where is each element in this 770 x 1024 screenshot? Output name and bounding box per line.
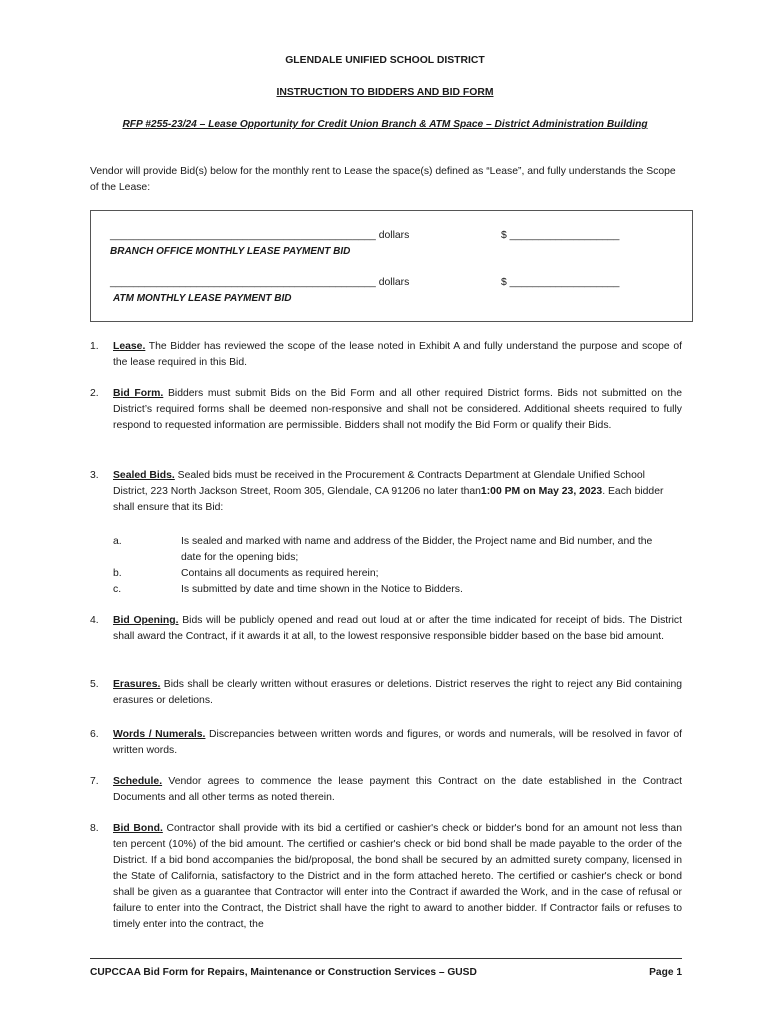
- sub-item-letter: b.: [113, 568, 122, 579]
- list-item-bid-form: [90, 386, 682, 434]
- sub-item-text: Contains all documents as required herein;: [181, 568, 379, 579]
- item-text: Vendor agrees to commence the lease payment this Contract on the date established in the Contract Documents and all other terms as noted therein.: [113, 776, 682, 803]
- page-number: Page 1: [649, 967, 682, 978]
- item-number: 5.: [90, 679, 99, 690]
- deadline-text: 1:00 PM on May 23, 2023: [480, 486, 603, 497]
- item-title: Words / Numerals.: [113, 729, 206, 740]
- sub-item-text: Is submitted by date and time shown in the Notice to Bidders.: [181, 584, 463, 595]
- list-item-bid-opening: [90, 613, 682, 645]
- list-item-sealed-bids: [90, 468, 682, 516]
- item-number: 4.: [90, 615, 99, 626]
- item-number: 7.: [90, 776, 99, 787]
- list-item-bid-bond: [90, 821, 682, 933]
- sub-item-letter: a.: [113, 536, 122, 547]
- bid-form-box: [90, 210, 693, 322]
- item-title: Sealed Bids.: [113, 470, 175, 481]
- item-text: Bids will be publicly opened and read out loud at or after the time indicated for receipt of bids. The District shall award the Contract, if it awards it at all, to the lowest responsive responsible bidder based on the base bid amount.: [113, 615, 682, 642]
- sub-item-a: [113, 534, 673, 566]
- item-title: Bid Form.: [113, 388, 164, 399]
- list-item-schedule: [90, 774, 682, 806]
- item-number: 3.: [90, 470, 99, 481]
- sub-item-text: Is sealed and marked with name and address of the Bidder, the Project name and Bid number, and the date for the opening bids;: [181, 536, 653, 563]
- atm-bid-words-field[interactable]: ______________________________________________ dollars: [110, 277, 410, 288]
- atm-bid-label: ATM MONTHLY LEASE PAYMENT BID: [113, 293, 292, 304]
- sub-item-letter: c.: [113, 584, 122, 595]
- list-item-lease: [90, 339, 682, 371]
- item-title: Bid Opening.: [113, 615, 179, 626]
- item-title: Lease.: [113, 341, 146, 352]
- document-title: INSTRUCTION TO BIDDERS AND BID FORM: [276, 87, 494, 98]
- rfp-title: RFP #255-23/24 – Lease Opportunity for Credit Union Branch & ATM Space – District Administration Building: [122, 119, 648, 130]
- item-title: Schedule.: [113, 776, 163, 787]
- atm-bid-amount-field[interactable]: $ ___________________: [501, 277, 620, 288]
- item-text: The Bidder has reviewed the scope of the lease noted in Exhibit A and fully understand the purpose and scope of the lease required in this Bid.: [113, 341, 682, 368]
- item-text: Bids shall be clearly written without erasures or deletions. District reserves the right to reject any Bid containing erasures or deletions.: [113, 679, 682, 706]
- branch-bid-amount-field[interactable]: $ ___________________: [501, 230, 620, 241]
- item-text-tail: . Each bidder shall ensure that its Bid:: [113, 486, 664, 513]
- list-item-erasures: [90, 677, 682, 709]
- footer-title: CUPCCAA Bid Form for Repairs, Maintenance or Construction Services – GUSD: [90, 967, 477, 978]
- item-number: 2.: [90, 388, 99, 399]
- item-text: Sealed bids must be received in the Procurement & Contracts Department at Glendale Unified School District, 223 North Jackson Street, Room 305, Glendale, CA 91206 no later than: [113, 470, 645, 497]
- item-title: Bid Bond.: [113, 823, 163, 834]
- branch-bid-words-field[interactable]: ______________________________________________ dollars: [110, 230, 410, 241]
- item-number: 6.: [90, 729, 99, 740]
- item-title: Erasures.: [113, 679, 161, 690]
- item-number: 1.: [90, 341, 99, 352]
- item-text: Bidders must submit Bids on the Bid Form and all other required District forms. Bids not submitted on the District’s required forms shall be deemed non-responsive and shall not be considered. Additional sheets required to fully respond to requested information are permissible. Bidders shall not modify the Bid Form or qualify their Bids.: [113, 388, 682, 431]
- item-text: Discrepancies between written words and figures, or words and numerals, will be resolved in favor of written words.: [113, 729, 682, 756]
- list-item-words-numerals: [90, 727, 682, 759]
- branch-bid-label: BRANCH OFFICE MONTHLY LEASE PAYMENT BID: [110, 246, 351, 257]
- sub-item-b: [113, 566, 673, 582]
- sub-item-c: [113, 582, 673, 598]
- district-heading: GLENDALE UNIFIED SCHOOL DISTRICT: [285, 55, 485, 66]
- item-number: 8.: [90, 823, 99, 834]
- page-footer: [90, 958, 682, 981]
- intro-paragraph: Vendor will provide Bid(s) below for the monthly rent to Lease the space(s) defined as “Lease”, and fully understands the Scope of the Lease:: [90, 166, 676, 193]
- item-text: Contractor shall provide with its bid a certified or cashier's check or bidder's bond for an amount not less than ten percent (10%) of the bid amount. The certified or cashier's check or bid bond shall be made payable to the order of the District. If a bid bond accompanies the bid/proposal, the bond shall be secured by an admitted surety company, licensed in the State of California, satisfactory to the District and in the form attached hereto. The certified or cashier's check or bond shall be given as a guarantee that Contractor will enter into the Contract if awarded the Work, and in the case of refusal or failure to enter into the Contract, the District shall have the right to award to another bidder. If Contractor fails or refuses to timely enter into the contract, the: [113, 823, 682, 930]
